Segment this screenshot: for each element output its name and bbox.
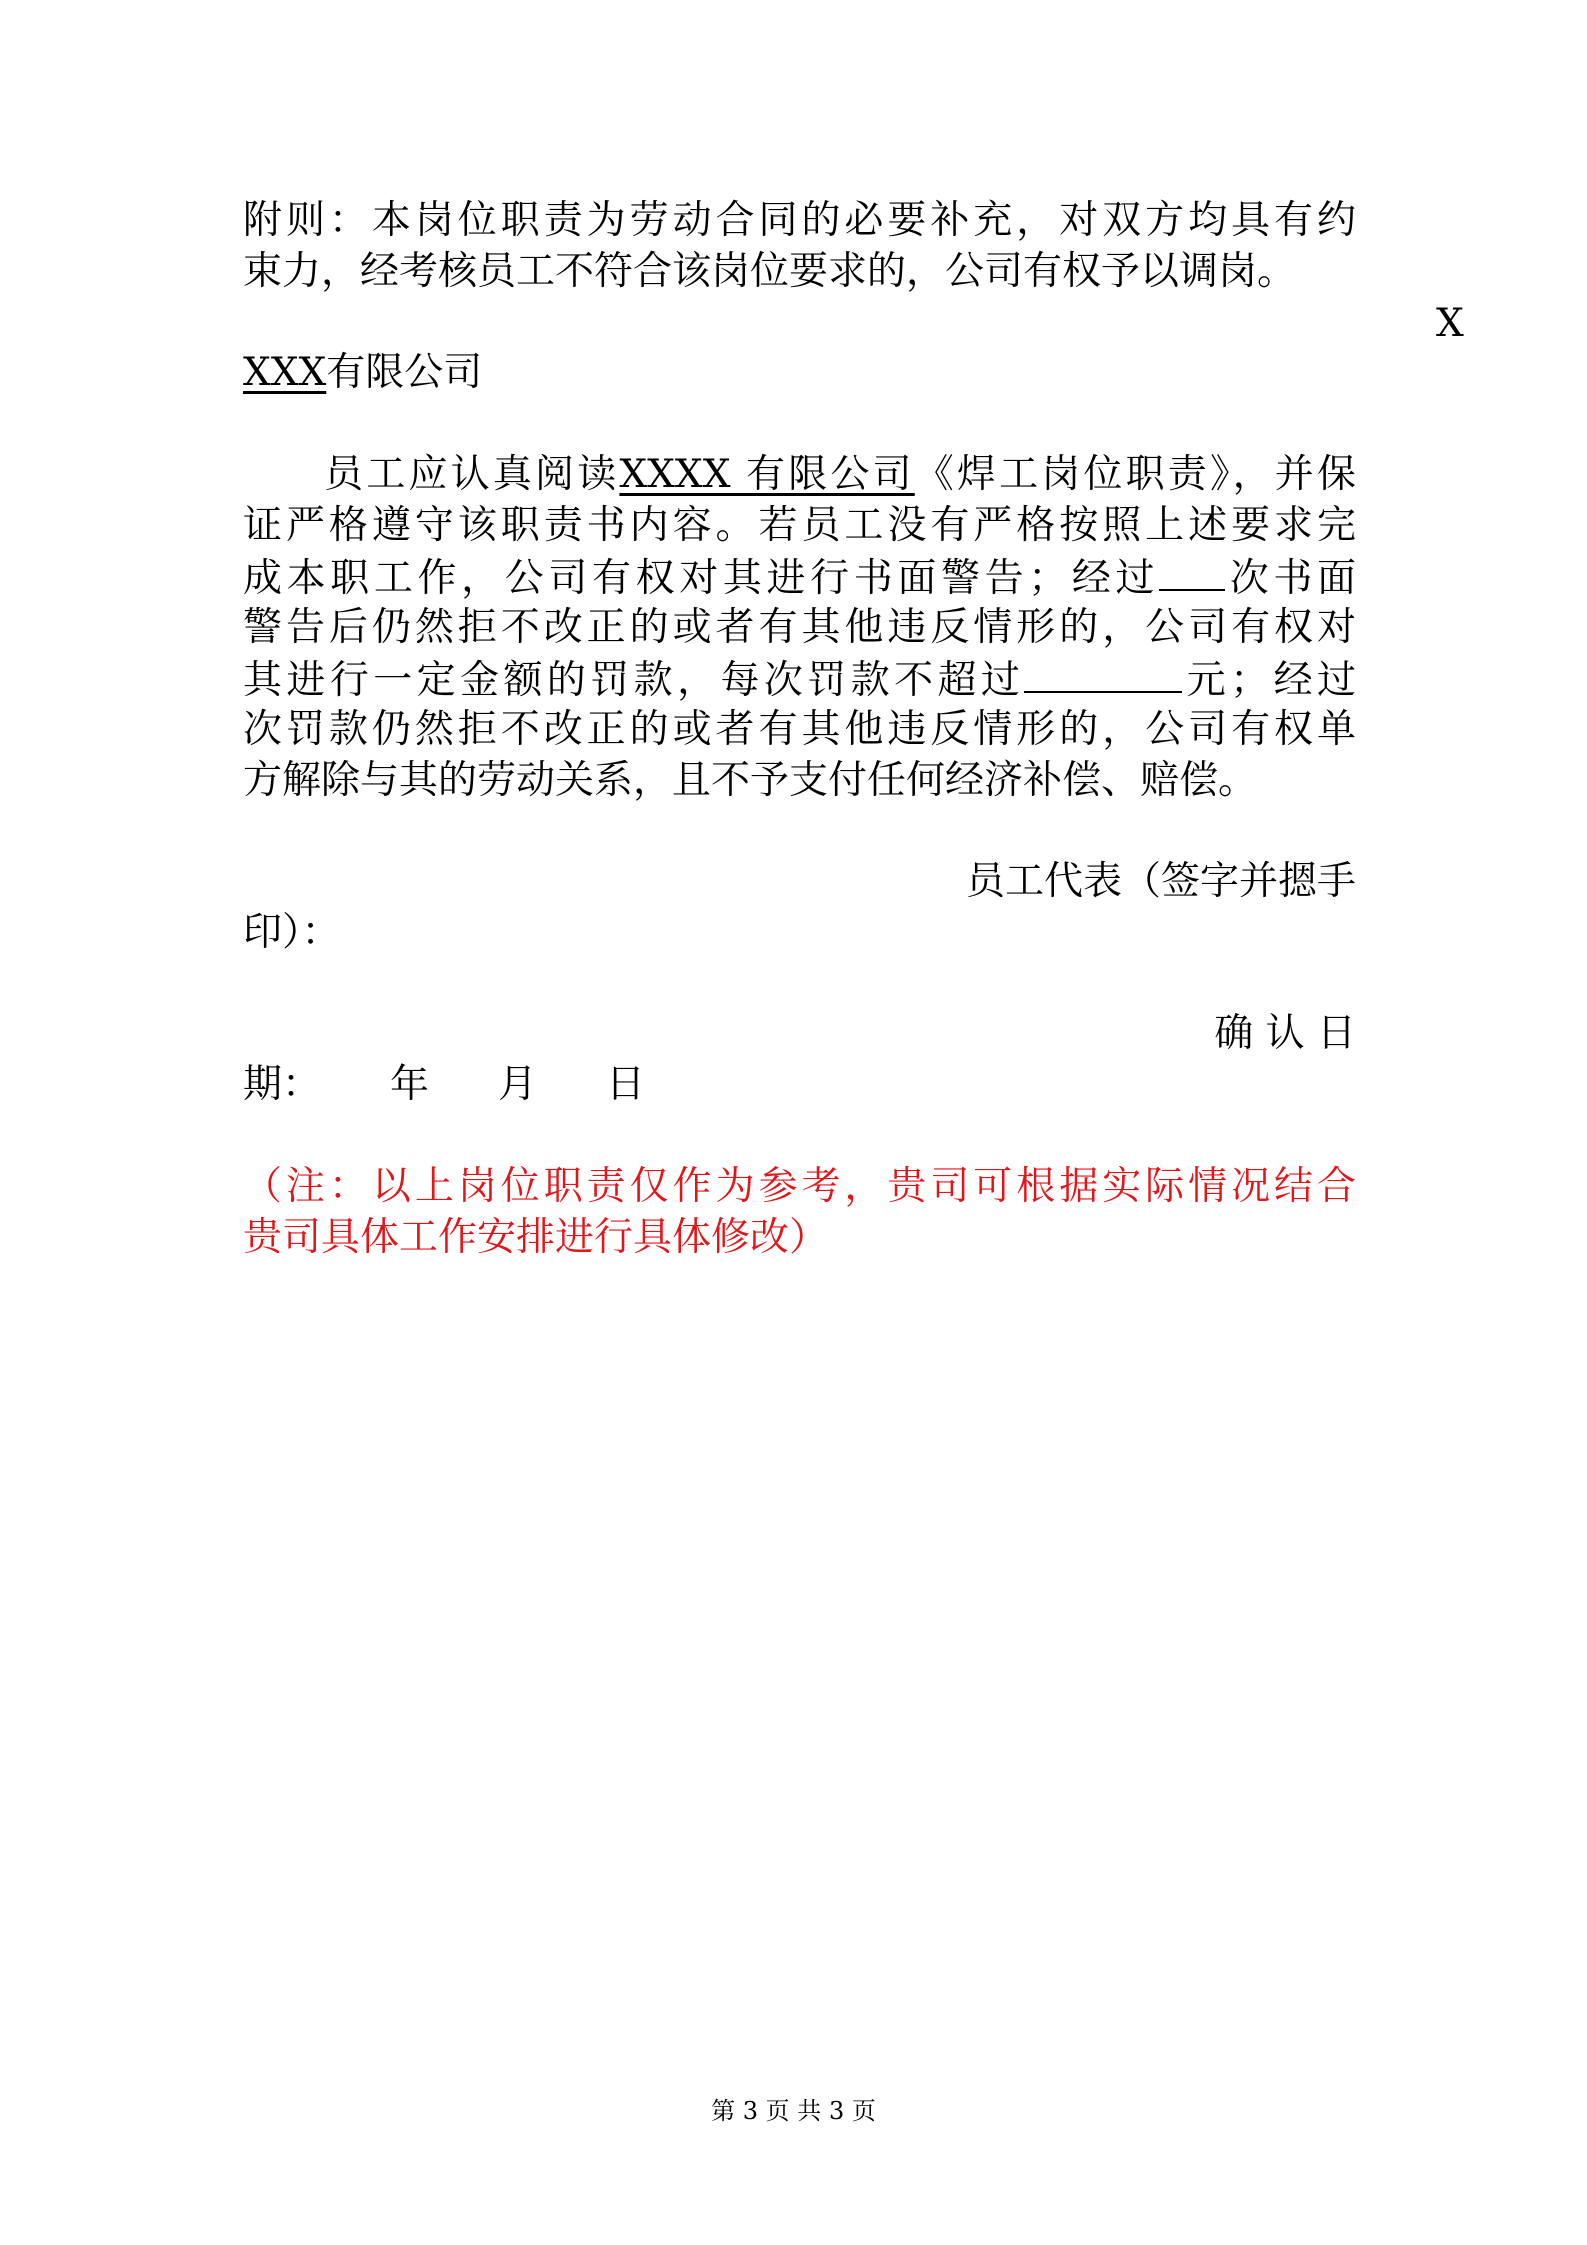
statement-line-4: 警告后仍然拒不改正的或者有其他违反情形的，公司有权对 (243, 605, 1356, 650)
confirm-date-label: 期： (243, 1062, 322, 1107)
confirm-date-line-1: 确 认 日 (1214, 1011, 1356, 1056)
note-line-2: 贵司具体工作安排进行具体修改） (243, 1215, 829, 1260)
statement-line-7: 方解除与其的劳动关系，且不予支付任何经济补偿、赔偿。 (243, 758, 1258, 803)
statement-line-5-prefix: 其进行一定金额的罚款，每次罚款不超过 (243, 658, 1025, 703)
statement-line-5-suffix: 元；经过 (1182, 658, 1356, 703)
appendix-line-2: 束力，经考核员工不符合该岗位要求的，公司有权予以调岗。 (243, 249, 1297, 294)
company-name-suffix: 有限公司 (326, 350, 483, 395)
company-name (243, 347, 1356, 399)
date-month-label: 月 (498, 1062, 538, 1107)
appendix-line-1: 附则：本岗位职责为劳动合同的必要补充，对双方均具有约 (243, 198, 1356, 243)
date-day-label: 日 (606, 1062, 646, 1107)
page-footer: 第 3 页 共 3 页 (711, 2097, 876, 2125)
statement-line-5 (243, 653, 1356, 707)
date-year-label: 年 (390, 1062, 430, 1107)
statement-line-3 (243, 551, 1356, 605)
statement-line-3-suffix: 次书面 (1225, 556, 1356, 601)
statement-line-3-prefix: 成本职工作，公司有权对其进行书面警告；经过 (243, 556, 1160, 601)
warning-count-blank (1159, 551, 1225, 591)
margin-mark: X (1436, 301, 1464, 346)
statement-prefix: 员工应认真阅读 (321, 452, 620, 497)
note-line-1: （注：以上岗位职责仅作为参考，贵司可根据实际情况结合 (243, 1164, 1356, 1209)
fine-amount-blank (1024, 653, 1182, 693)
statement-line-2: 证严格遵守该职责书内容。若员工没有严格按照上述要求完 (243, 503, 1356, 548)
signature-line-2: 印）： (243, 910, 341, 955)
signature-line-1: 员工代表（签字并摁手 (965, 859, 1356, 904)
confirm-date-line-2 (243, 1059, 1356, 1111)
company-name-placeholder: XXX (243, 350, 327, 395)
statement-document-title: 《焊工岗位职责》，并保 (914, 452, 1356, 497)
statement-company: XXXX 有限公司 (619, 452, 915, 497)
statement-line-1 (243, 449, 1356, 501)
statement-line-6: 次罚款仍然拒不改正的或者有其他违反情形的，公司有权单 (243, 707, 1356, 752)
